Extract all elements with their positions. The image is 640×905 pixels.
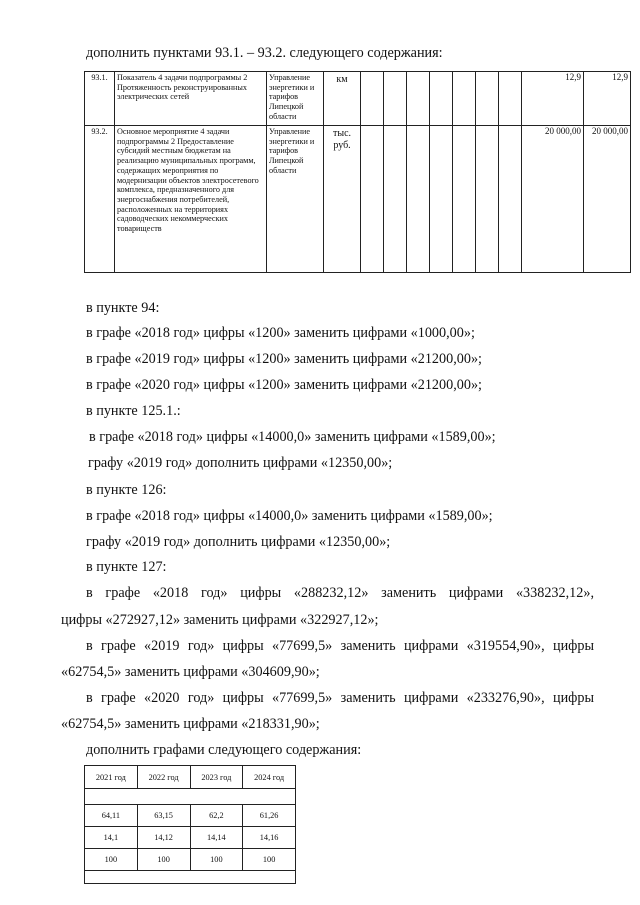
paragraph-line: в графе «2020 год» цифры «77699,5» заменить цифрами «233276,90», цифры xyxy=(86,690,594,706)
table-cell: 61,26 xyxy=(243,805,296,827)
empty-cell xyxy=(476,72,499,126)
empty-cell xyxy=(384,126,407,273)
empty-cell xyxy=(384,72,407,126)
table-cell: 14,14 xyxy=(190,827,243,849)
empty-cell xyxy=(430,72,453,126)
paragraph-line: «62754,5» заменить цифрами «218331,90»; xyxy=(61,716,320,732)
row-total: 12,9 xyxy=(584,72,631,126)
row-name: Показатель 4 задачи подпрограммы 2 Протяженность реконструированных электрических сетей xyxy=(115,72,267,126)
paragraph-line: в графе «2020 год» цифры «1200» заменить цифрами «21200,00»; xyxy=(86,377,482,393)
paragraph-line: в графе «2018 год» цифры «1200» заменить цифрами «1000,00»; xyxy=(86,325,475,341)
table-header-row xyxy=(85,766,296,789)
paragraph-line: в графе «2018 год» цифры «14000,0» заменить цифрами «1589,00»; xyxy=(89,429,496,445)
column-header: 2022 год xyxy=(137,766,190,789)
table-cell: 63,15 xyxy=(137,805,190,827)
paragraph-line: цифры «272927,12» заменить цифрами «322927,12»; xyxy=(61,612,379,628)
empty-cell xyxy=(361,72,384,126)
row-value: 12,9 xyxy=(522,72,584,126)
column-header: 2023 год xyxy=(190,766,243,789)
table-row-empty xyxy=(85,871,296,884)
table-cell: 100 xyxy=(190,849,243,871)
empty-cell xyxy=(407,72,430,126)
empty-cell xyxy=(407,126,430,273)
table-row xyxy=(85,805,296,827)
paragraph-line: графу «2019 год» дополнить цифрами «12350,00»; xyxy=(88,455,393,471)
paragraph-line: в графе «2019 год» цифры «1200» заменить цифрами «21200,00»; xyxy=(86,351,482,367)
row-unit: км xyxy=(324,72,361,126)
amendment-table xyxy=(84,71,631,273)
paragraph-line: дополнить графами следующего содержания: xyxy=(86,742,362,758)
row-executor: Управление энергетики и тарифов Липецкой области xyxy=(267,126,324,273)
row-name: Основное мероприятие 4 задачи подпрограммы 2 Предоставление субсидий местным бюджетам на реализацию муниципальных программ, содержащих мероприятия по модернизации объектов электросетевого комплекса, предназначенного для энергоснабжения потребителей, расположенных на территориях садоводческих некоммерческих товариществ xyxy=(115,126,267,273)
table-cell: 14,12 xyxy=(137,827,190,849)
row-number: 93.2. xyxy=(85,126,115,273)
empty-cell xyxy=(453,72,476,126)
table-cell: 100 xyxy=(243,849,296,871)
table-row xyxy=(85,827,296,849)
empty-cell xyxy=(85,871,296,884)
empty-cell xyxy=(476,126,499,273)
row-unit: тыс. руб. xyxy=(324,126,361,273)
paragraph-line: в пункте 125.1.: xyxy=(86,403,181,419)
paragraph-line: «62754,5» заменить цифрами «304609,90»; xyxy=(61,664,320,680)
table-row xyxy=(85,126,631,273)
table-row xyxy=(85,849,296,871)
table-cell: 100 xyxy=(137,849,190,871)
paragraph-line: в пункте 126: xyxy=(86,482,167,498)
table-cell: 14,1 xyxy=(85,827,138,849)
empty-cell xyxy=(499,72,522,126)
paragraph-line: графу «2019 год» дополнить цифрами «12350,00»; xyxy=(86,534,391,550)
table-cell: 14,16 xyxy=(243,827,296,849)
table-row-empty xyxy=(85,789,296,805)
empty-cell xyxy=(453,126,476,273)
column-header: 2024 год xyxy=(243,766,296,789)
table-cell: 62,2 xyxy=(190,805,243,827)
table-cell: 64,11 xyxy=(85,805,138,827)
empty-cell xyxy=(361,126,384,273)
paragraph-line: в графе «2018 год» цифры «288232,12» заменить цифрами «338232,12», xyxy=(86,585,594,601)
paragraph-line: в графе «2019 год» цифры «77699,5» заменить цифрами «319554,90», цифры xyxy=(86,638,594,654)
table-cell: 100 xyxy=(85,849,138,871)
row-value: 20 000,00 xyxy=(522,126,584,273)
empty-cell xyxy=(85,789,296,805)
empty-cell xyxy=(430,126,453,273)
row-executor: Управление энергетики и тарифов Липецкой области xyxy=(267,72,324,126)
years-table xyxy=(84,765,296,884)
column-header: 2021 год xyxy=(85,766,138,789)
row-total: 20 000,00 xyxy=(584,126,631,273)
table-row xyxy=(85,72,631,126)
paragraph-line: в пункте 94: xyxy=(86,300,160,316)
intro-text: дополнить пунктами 93.1. – 93.2. следующего содержания: xyxy=(86,45,443,61)
row-number: 93.1. xyxy=(85,72,115,126)
paragraph-line: в графе «2018 год» цифры «14000,0» заменить цифрами «1589,00»; xyxy=(86,508,493,524)
paragraph-line: в пункте 127: xyxy=(86,559,167,575)
empty-cell xyxy=(499,126,522,273)
